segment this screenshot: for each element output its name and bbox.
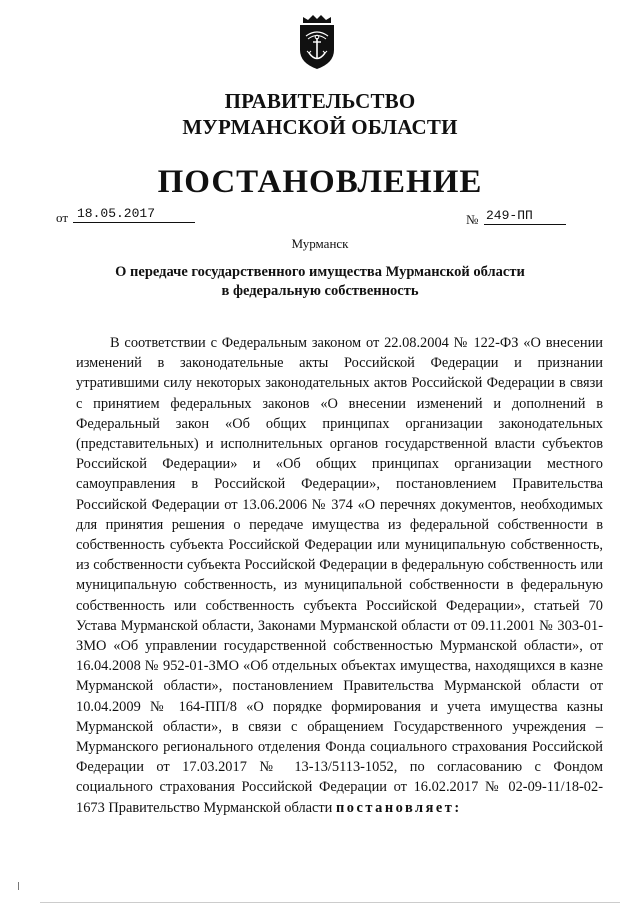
authority-name-line1: ПРАВИТЕЛЬСТВО xyxy=(224,89,416,113)
city-name: Мурманск xyxy=(291,236,349,251)
authority-name-line2: МУРМАНСКОЙ ОБЛАСТИ xyxy=(182,115,458,139)
document-type-heading: ПОСТАНОВЛЕНИЕ xyxy=(157,164,483,200)
scan-edge-mark xyxy=(18,882,19,890)
number-value: 249-ПП xyxy=(484,208,566,225)
document-title-line2: в федеральную собственность xyxy=(221,283,419,299)
date-value: 18.05.2017 xyxy=(73,206,195,223)
coat-of-arms-icon xyxy=(294,14,340,70)
body-text: В соответствии с Федеральным законом от 22.08.2004 № 122-ФЗ «О внесении изменений в законодательные акты Российской Федерации и признании утратившими силу некоторых законодательных актов Российской Федерации в связи с принятием федеральных законов «О внесении изменений и дополнений в Федеральный закон «Об общих принципах организации законодательных (представительных) и исполнительных органов государственной власти субъектов Российской Федерации» и «Об общих принципах организации местного самоуправления в Российской Федерации», постановлением Правительства Российской Федерации от 13.06.2006 № 374 «О перечнях документов, необходимых для принятия решения о передаче имущества из федеральной собственности в собственность субъекта Российской Федерации или муниципальную собственность, из собственности субъекта Российской Федерации в федеральную собственность или муниципальную собственность, из муниципальной собственности в федеральную собственность или собственность субъекта Российской Федерации», статьей 70 Устава Мурманской области, Законами Мурманской области от 09.11.2001 № 303-01-ЗМО «Об управлении государственной собственностью Мурманской области», от 16.04.2008 № 952-01-ЗМО «Об отдельных объектах имущества, находящихся в казне Мурманской области», постановлением Правительства Мурманской области от 10.04.2009 № 164-ПП/8 «О порядке формирования и учета имущества казны Мурманской области», в связи с обращением Государственного учреждения – Мурманского регионального отделения Фонда социального страхования Российской Федерации от 17.03.2017 № 13-13/5113-1052, по согласованию с Фондом социального страхования Российской Федерации от 16.02.2017 № 02-09-11/18-02-1673 Правительство Мурманской области xyxy=(76,335,603,816)
number-prefix: № xyxy=(466,212,479,227)
decree-word: постановляет: xyxy=(336,799,462,816)
body-paragraph xyxy=(76,333,603,818)
page-bottom-divider xyxy=(40,902,620,903)
document-title-line1: О передаче государственного имущества Мурманской области xyxy=(115,264,525,280)
date-prefix: от xyxy=(56,210,69,225)
